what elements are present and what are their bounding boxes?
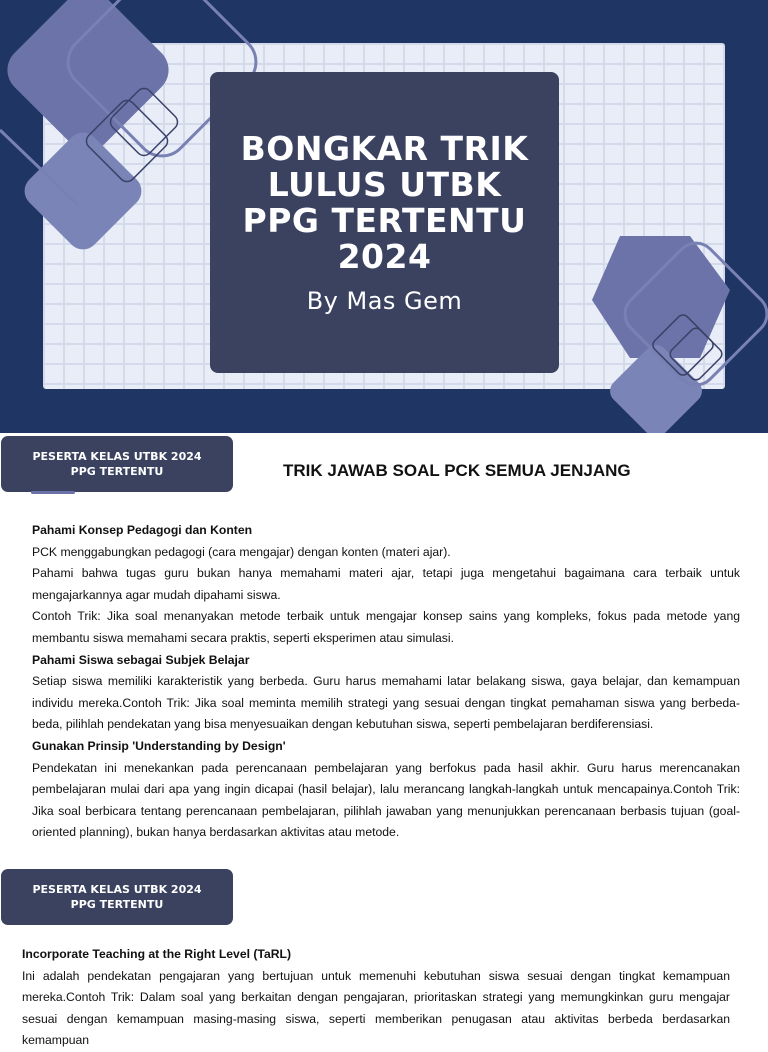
section-heading: TRIK JAWAB SOAL PCK SEMUA JENJANG	[283, 461, 631, 480]
paragraph: Ini adalah pendekatan pengajaran yang bertujuan untuk memenuhi kebutuhan siswa sesuai dengan tingkat kemampuan mereka.Contoh Trik: Dalam soal yang berkaitan dengan pengajaran, prioritaskan strategi yang memungkinkan guru mengajar sesuai dengan kemampuan masing-masing siswa, seperti memberikan penugasan atau aktivitas berbeda berdasarkan kemampuan	[22, 968, 730, 1048]
title-line-1: BONGKAR TRIK	[240, 128, 529, 168]
cover-banner	[0, 0, 768, 433]
class-badge-2	[1, 869, 233, 925]
section2-content	[22, 944, 730, 1052]
badge-line-2: PPG TERTENTU	[70, 465, 164, 478]
badge-line-2: PPG TERTENTU	[70, 898, 164, 911]
section1-content	[32, 520, 740, 844]
class-badge	[1, 436, 233, 492]
badge-line-1: PESERTA KELAS UTBK 2024	[32, 450, 202, 463]
paragraph: Pahami bahwa tugas guru bukan hanya memahami materi ajar, tetapi juga mengetahui bagaimana cara terbaik untuk mengajarkannya agar mudah dipahami siswa.	[32, 566, 740, 602]
title-line-3: PPG TERTENTU	[242, 200, 527, 240]
title-line-4: 2024	[337, 236, 432, 276]
badge-line-1: PESERTA KELAS UTBK 2024	[32, 883, 202, 896]
subheading-ubd: Gunakan Prinsip 'Understanding by Design'	[32, 738, 286, 753]
subheading-konsep: Pahami Konsep Pedagogi dan Konten	[32, 523, 253, 537]
subheading-siswa: Pahami Siswa sebagai Subjek Belajar	[32, 652, 250, 667]
badge-accent	[31, 491, 75, 494]
author-byline: By Mas Gem	[306, 286, 463, 315]
paragraph: PCK menggabungkan pedagogi (cara mengajar) dengan konten (materi ajar).	[32, 544, 451, 559]
shape-small-diamond	[18, 126, 148, 256]
paragraph: Contoh Trik: Jika soal menanyakan metode terbaik untuk mengajar konsep sains yang kompleks, fokus pada metode yang membantu siswa memahami secara praktis, seperti eksperimen atau simulasi.	[32, 609, 740, 645]
title-line-2: LULUS UTBK	[267, 164, 502, 204]
paragraph: Setiap siswa memiliki karakteristik yang berbeda. Guru harus memahami latar belakang siswa, gaya belajar, dan kemampuan individu mereka.Contoh Trik: Jika soal meminta memilih strategi yang sesuai dengan tingkat pemahaman siswa yang berbeda-beda, pilihlah pendekatan yang bisa menyesuaikan dengan kebutuhan siswa, seperti pembelajaran berdiferensiasi.	[32, 674, 740, 732]
subheading-tarl: Incorporate Teaching at the Right Level (TaRL)	[22, 947, 292, 961]
paragraph: Pendekatan ini menekankan pada perencanaan pembelajaran yang berfokus pada hasil akhir. Guru harus merencanakan pembelajaran mulai dari apa yang ingin dicapai (hasil belajar), lalu merancang langkah-langkah untuk mencapainya.Contoh Trik: Jika soal berbicara tentang perencanaan pembelajaran, pilihlah jawaban yang menunjukkan perencanaan berbasis tujuan (goal-oriented planning), bukan hanya berdasarkan aktivitas atau metode.	[32, 760, 740, 840]
title-card	[210, 72, 559, 373]
